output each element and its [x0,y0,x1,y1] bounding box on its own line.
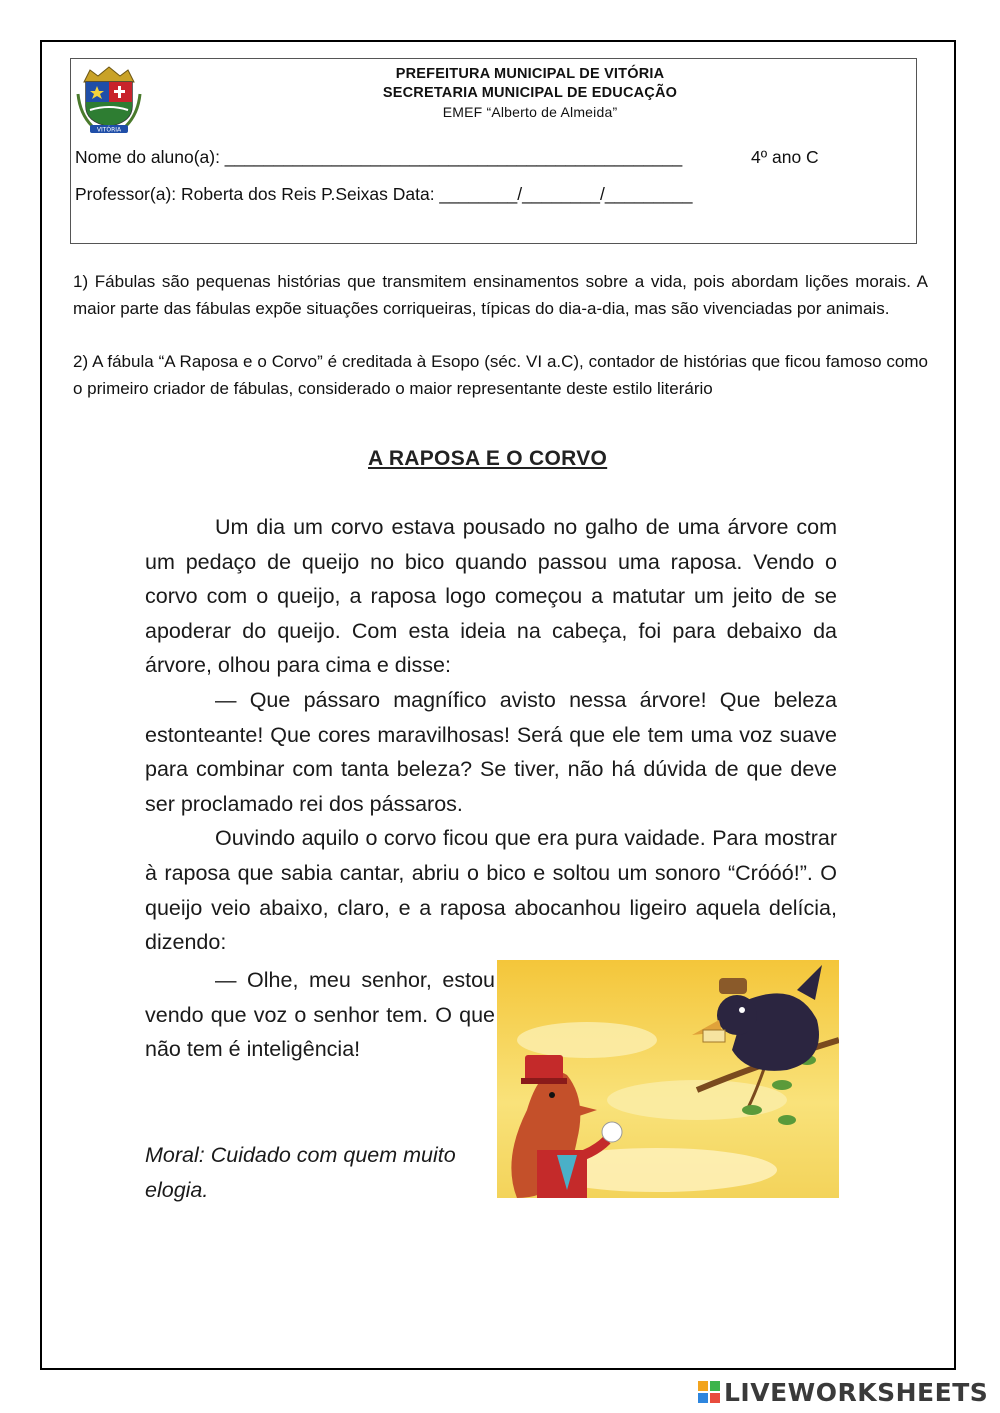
liveworksheets-logo-icon [698,1381,720,1403]
teacher-date-field[interactable]: Professor(a): Roberta dos Reis P.Seixas Data: ________/________/_________ [75,184,693,204]
intro-paragraph-1: 1) Fábulas são pequenas histórias que transmitem ensinamentos sobre a vida, pois abordam lições morais. A maior parte das fábulas expõe situações corriqueiras, típicas do dia-a-dia, mas são vivenciadas por animais. [73,272,928,318]
story-paragraph-1: Um dia um corvo estava pousado no galho de uma árvore com um pedaço de queijo no bico quando passou uma raposa. Vendo o corvo com o queijo, a raposa logo começou a matutar um jeito de se apoderar do queijo. Com esta ideia na cabeça, foi para debaixo da árvore, olhou para cima e disse: [145,515,837,678]
story-body [145,510,837,960]
header-secretariat: SECRETARIA MUNICIPAL DE EDUCAÇÃO [382,85,678,101]
story-paragraph-2: — Que pássaro magnífico avisto nessa árvore! Que beleza estonteante! Que cores maravilhosas! Será que ele tem uma voz suave para combinar com tanta beleza? Se tiver, não há dúvida de que deve ser proclamado rei dos pássaros. [145,687,837,816]
municipal-crest-icon [76,64,142,134]
intro-paragraph-2: 2) A fábula “A Raposa e o Corvo” é creditada à Esopo (séc. VI a.C), contador de histórias que ficou famoso como o primeiro criador de fábulas, considerado o maior representante deste estilo literário [73,352,928,398]
watermark-text: LIVEWORKSHEETS [724,1377,989,1407]
story-paragraph-4: — Olhe, meu senhor, estou vendo que voz o senhor tem. O que não tem é inteligência! [145,968,495,1062]
story-title: A RAPOSA E O CORVO [368,447,608,470]
liveworksheets-watermark [698,1378,988,1406]
header-school: EMEF “Alberto de Almeida” [442,104,618,120]
story-moral: Moral: Cuidado com quem muito elogia. [145,1143,456,1202]
story-paragraph-3: Ouvindo aquilo o corvo ficou que era pura vaidade. Para mostrar à raposa que sabia cantar, abriu o bico e soltou um sonoro “Cróóó!”. O queijo veio abaixo, claro, e a raposa abocanhou ligeiro aquela delícia, dizendo: [145,826,837,955]
header-municipality: PREFEITURA MUNICIPAL DE VITÓRIA [395,66,665,82]
crest-motto: VITÓRIA [96,126,122,134]
grade-label: 4º ano C [751,147,819,167]
student-name-field[interactable]: Nome do aluno(a): _______________________________________________ [75,147,683,167]
fox-and-crow-illustration [497,960,839,1198]
